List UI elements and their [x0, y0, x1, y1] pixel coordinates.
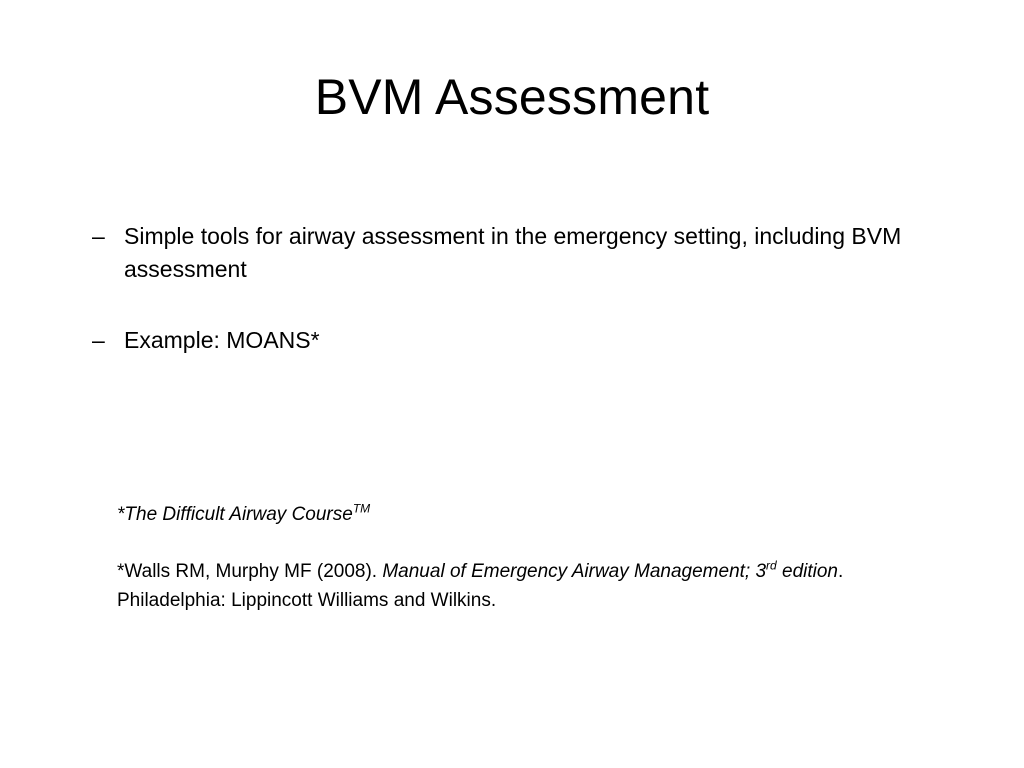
bullet-text: Example: MOANS*: [124, 327, 320, 353]
reference-course-text: *The Difficult Airway Course: [117, 504, 353, 525]
citation-title: Manual of Emergency Airway Management; 3: [382, 561, 767, 582]
trademark-superscript: TM: [352, 501, 371, 516]
reference-course: [117, 500, 917, 529]
bullet-item: [92, 324, 952, 357]
bullet-list: [92, 220, 952, 357]
citation-edition: edition: [782, 561, 838, 582]
bullet-text: Simple tools for airway assessment in the emergency setting, including BVM assessment: [124, 223, 902, 282]
bullet-item: [92, 220, 952, 286]
edition-superscript: rd: [766, 558, 777, 573]
citation-suffix: . Philadelphia: Lippincott Williams and Wilkins.: [117, 561, 844, 611]
citation-prefix: *Walls RM, Murphy MF (2008).: [117, 561, 383, 582]
slide-title: BVM Assessment: [314, 69, 710, 125]
reference-citation: [117, 557, 917, 615]
references: [117, 500, 917, 615]
bullet-dash: –: [92, 223, 105, 249]
bullet-dash: –: [92, 327, 105, 353]
